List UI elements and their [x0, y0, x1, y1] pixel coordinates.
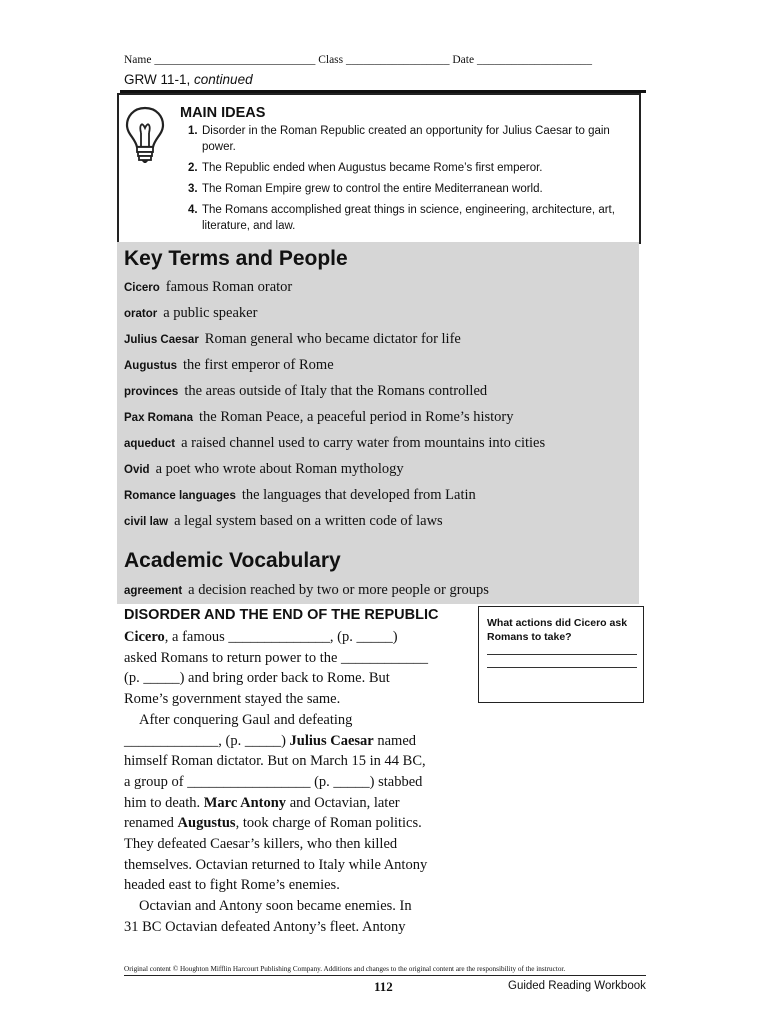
answer-line[interactable]	[487, 654, 637, 655]
term-word: Cicero	[124, 282, 160, 294]
term-word: civil law	[124, 516, 169, 528]
academic-vocabulary-title: Academic Vocabulary	[124, 549, 341, 572]
term-row	[124, 303, 634, 329]
term-definition: a public speaker	[163, 305, 258, 321]
continued-label: continued	[194, 72, 253, 87]
term-definition: Roman general who became dictator for life	[204, 331, 461, 347]
main-idea-text: The Roman Empire grew to control the entire Mediterranean world.	[202, 183, 543, 195]
term-row	[124, 381, 634, 407]
worksheet-id	[124, 72, 253, 87]
body-line: 31 BC Octavian defeated Antony’s fleet. Antony	[124, 918, 406, 935]
main-idea-item	[188, 181, 634, 197]
workbook-title: Guided Reading Workbook	[508, 980, 646, 992]
body-line: themselves. Octavian returned to Italy while Antony	[124, 856, 428, 873]
main-idea-text: The Romans accomplished great things in science, engineering, architecture, art, literature, and law.	[202, 204, 615, 232]
question-text: What actions did Cicero ask Romans to take?	[487, 617, 628, 643]
answer-line[interactable]	[487, 667, 637, 668]
body-line: Octavian and Antony soon became enemies. In	[139, 898, 412, 915]
main-ideas-box	[117, 93, 641, 244]
copyright-notice: Original content © Houghton Mifflin Harcourt Publishing Company. Additions and changes to the original content are the responsibility of the instructor.	[124, 965, 566, 973]
term-row	[124, 511, 634, 537]
body-line	[124, 813, 454, 834]
body-line: Rome’s government stayed the same.	[124, 691, 341, 708]
term-row	[124, 329, 634, 355]
body-line	[124, 731, 454, 752]
body-line: asked Romans to return power to the ____________	[124, 649, 429, 666]
academic-vocabulary-row	[124, 580, 489, 601]
key-terms-title: Key Terms and People	[124, 247, 348, 270]
term-word: provinces	[124, 386, 179, 398]
body-line: After conquering Gaul and defeating	[139, 711, 353, 728]
body-line: headed east to fight Rome’s enemies.	[124, 877, 340, 894]
term-row	[124, 277, 634, 303]
main-idea-item	[188, 160, 634, 176]
term-row	[124, 355, 634, 381]
term-word: Augustus	[124, 360, 178, 372]
term-row	[124, 459, 634, 485]
term-word: Ovid	[124, 464, 150, 476]
term-row	[124, 485, 634, 511]
body-text-run: renamed	[124, 815, 178, 832]
term-definition: famous Roman orator	[165, 279, 293, 295]
name-class-date-line: Name ____________________________ Class __________________ Date ____________________	[124, 54, 592, 66]
main-ideas-title: MAIN IDEAS	[180, 105, 266, 121]
worksheet-code: GRW 11-1,	[124, 72, 195, 87]
term-word: aqueduct	[124, 438, 176, 450]
term-definition: a raised channel used to carry water from mountains into cities	[181, 435, 546, 451]
term-definition: the areas outside of Italy that the Romans controlled	[184, 383, 488, 399]
body-text-run: , a famous ______________, (p. _____)	[164, 629, 398, 645]
body-line: They defeated Caesar’s killers, who then killed	[124, 836, 398, 853]
main-idea-text: The Republic ended when Augustus became Rome’s first emperor.	[202, 162, 543, 174]
main-idea-number: 1.	[188, 125, 198, 137]
body-text-run: named	[373, 732, 417, 749]
term-definition: a legal system based on a written code of laws	[174, 513, 443, 529]
term-word: Pax Romana	[124, 412, 194, 424]
body-text-run: , took charge of Roman politics.	[235, 815, 422, 832]
section-body	[124, 627, 454, 938]
body-line	[124, 793, 454, 814]
term-definition: the languages that developed from Latin	[241, 487, 476, 503]
page-number: 112	[374, 979, 393, 994]
body-text-run: _____________, (p. _____)	[124, 732, 290, 749]
bold-term: Augustus	[177, 815, 236, 832]
bold-term: Marc Antony	[203, 794, 287, 811]
main-ideas-list	[188, 123, 634, 239]
key-terms-list	[124, 277, 634, 537]
term-word: Romance languages	[124, 490, 236, 502]
bold-term: Julius Caesar	[289, 732, 374, 749]
term-row	[124, 407, 634, 433]
main-idea-number: 4.	[188, 204, 198, 216]
body-text-run: and Octavian, later	[286, 794, 400, 811]
term-definition: a decision reached by two or more people or groups	[188, 582, 489, 598]
term-word: agreement	[124, 585, 183, 597]
main-idea-item	[188, 123, 634, 155]
section-heading: DISORDER AND THE END OF THE REPUBLIC	[124, 607, 439, 623]
lightbulb-icon	[123, 103, 167, 165]
body-line	[124, 627, 454, 648]
main-idea-item	[188, 202, 634, 234]
body-line: (p. _____) and bring order back to Rome. But	[124, 670, 390, 687]
main-idea-text: Disorder in the Roman Republic created an opportunity for Julius Caesar to gain power.	[202, 125, 610, 153]
term-word: Julius Caesar	[124, 334, 199, 346]
body-text-run: him to death.	[124, 794, 204, 811]
term-word: orator	[124, 308, 158, 320]
term-definition: a poet who wrote about Roman mythology	[155, 461, 404, 477]
question-box	[478, 606, 644, 703]
footer-rule	[124, 975, 646, 976]
term-definition: the Roman Peace, a peaceful period in Rome’s history	[199, 409, 514, 425]
main-idea-number: 2.	[188, 162, 198, 174]
body-line: himself Roman dictator. But on March 15 in 44 BC,	[124, 753, 426, 770]
main-idea-number: 3.	[188, 183, 198, 195]
bold-term: Cicero	[124, 629, 165, 645]
term-row	[124, 433, 634, 459]
term-definition: the first emperor of Rome	[183, 357, 334, 373]
body-line: a group of _________________ (p. _____) stabbed	[124, 773, 423, 790]
